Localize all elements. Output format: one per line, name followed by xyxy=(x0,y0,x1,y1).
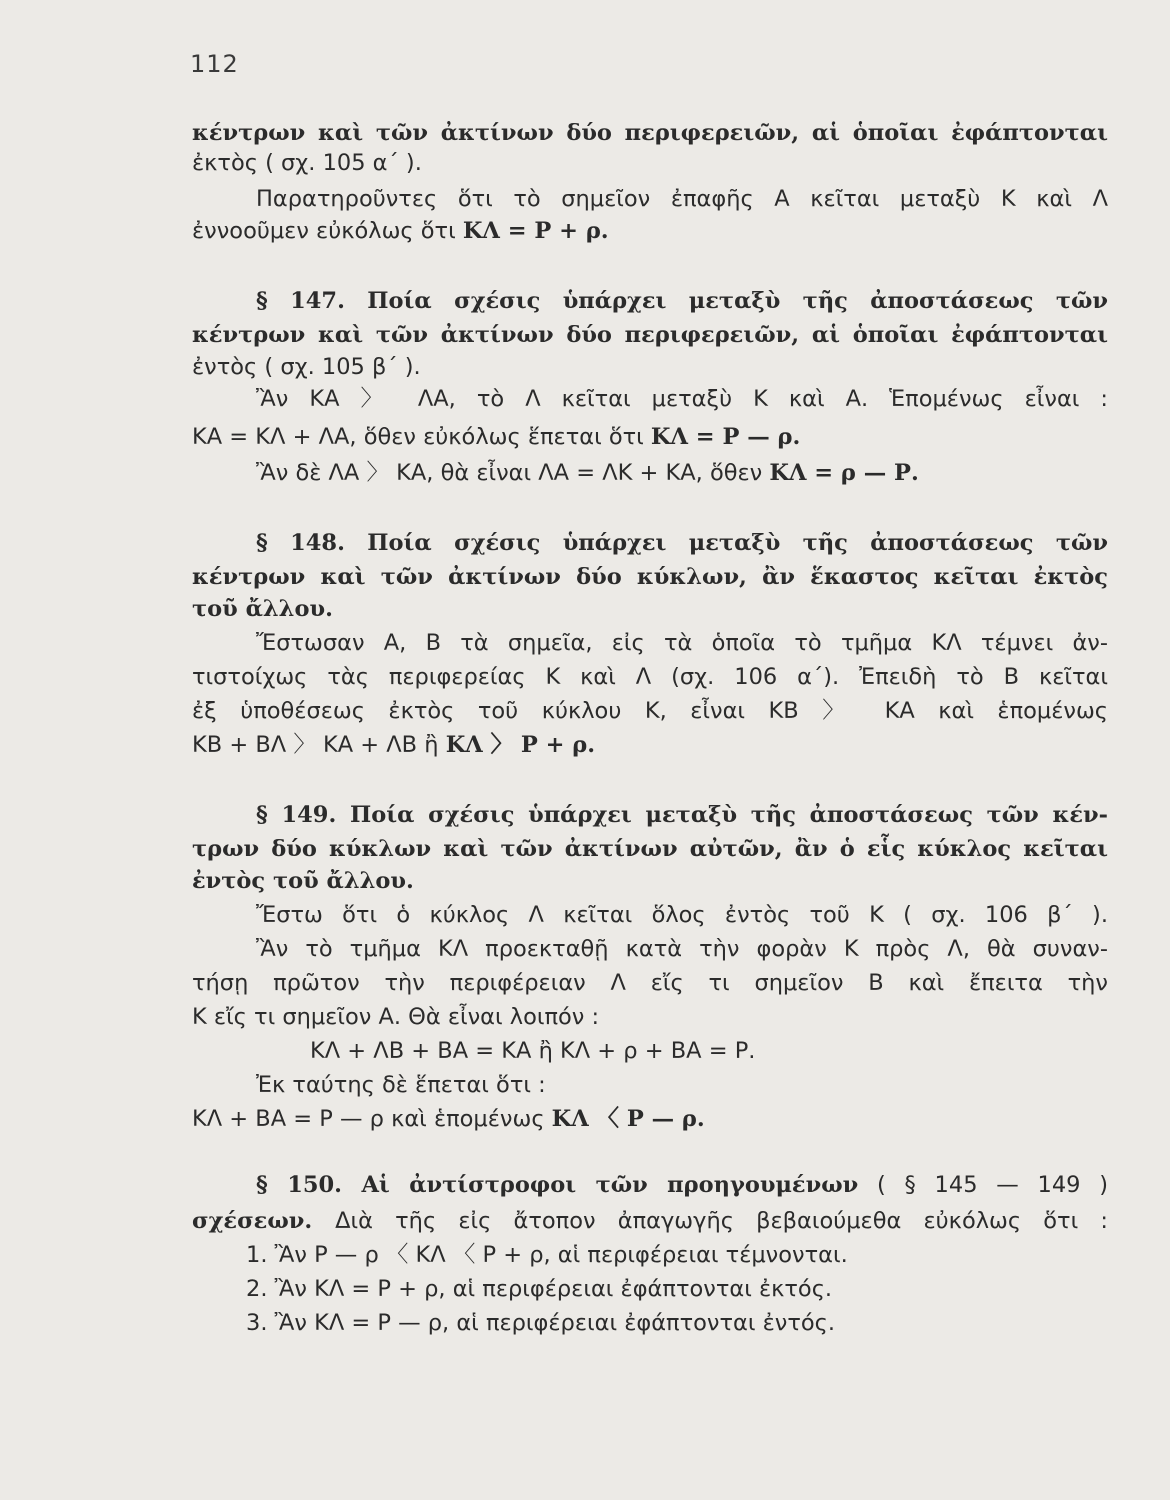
text-line: τρων δύο κύκλων καὶ τῶν ἀκτίνων αὐτῶν, ἂν ὁ εἷς κύκλος κεῖται xyxy=(192,836,1108,862)
text-line: Ἂν ΚΑ 〉 ΛΑ, τὸ Λ κεῖται μεταξὺ Κ καὶ Α. Ἑπομένως εἶναι : xyxy=(256,386,1108,412)
text-span: ( § 145 — 149 ) xyxy=(877,1172,1108,1198)
list-item: 2. Ἂν ΚΛ = Ρ + ρ, αἱ περιφέρειαι ἐφάπτονται ἐκτός. xyxy=(246,1276,833,1302)
text-line: τοῦ ἄλλου. xyxy=(192,596,333,622)
text-line xyxy=(192,216,1108,246)
text-span: σχέσεων. xyxy=(192,1208,336,1234)
formula: ΚΛ 〉 Ρ + ρ. xyxy=(445,732,596,758)
text-line: ἐντὸς ( σχ. 105 β΄ ). xyxy=(192,354,421,380)
formula: ΚΛ = Ρ + ρ. xyxy=(462,218,609,244)
list-item: 1. Ἂν Ρ — ρ 〈 ΚΛ 〈 Ρ + ρ, αἱ περιφέρειαι τέμνονται. xyxy=(246,1242,848,1268)
text-span: ΚΛ + ΒΑ = Ρ — ρ καὶ ἑπομένως xyxy=(192,1106,552,1132)
text-line: τιστοίχως τὰς περιφερείας Κ καὶ Λ (σχ. 106 α΄). Ἐπειδὴ τὸ Β κεῖται xyxy=(192,664,1108,690)
formula: ΚΛ = Ρ — ρ. xyxy=(650,424,801,450)
text-line: Ἔστωσαν Α, Β τὰ σημεῖα, εἰς τὰ ὁποῖα τὸ τμῆμα ΚΛ τέμνει ἀν- xyxy=(256,630,1108,656)
section-148-heading: § 148. Ποία σχέσις ὑπάρχει μεταξὺ τῆς ἀποστάσεως τῶν xyxy=(256,530,1108,556)
text-line: τήσῃ πρῶτον τὴν περιφέρειαν Λ εἴς τι σημεῖον Β καὶ ἔπειτα τὴν xyxy=(192,970,1108,996)
text-line: ἐκτὸς ( σχ. 105 α΄ ). xyxy=(192,150,422,176)
text-line: Ἐκ ταύτης δὲ ἕπεται ὅτι : xyxy=(256,1072,546,1098)
text-line xyxy=(192,1206,1108,1236)
text-line: κέντρων καὶ τῶν ἀκτίνων δύο περιφερειῶν, αἱ ὁποῖαι ἐφάπτονται xyxy=(192,120,1108,146)
text-line: ἐντὸς τοῦ ἄλλου. xyxy=(192,868,414,894)
text-line: Ἔστω ὅτι ὁ κύκλος Λ κεῖται ὅλος ἐντὸς τοῦ Κ ( σχ. 106 β΄ ). xyxy=(256,902,1108,928)
section-149-heading: § 149. Ποία σχέσις ὑπάρχει μεταξὺ τῆς ἀποστάσεως τῶν κέν- xyxy=(256,802,1108,828)
text-line xyxy=(192,1104,1108,1134)
list-item: 3. Ἂν ΚΛ = Ρ — ρ, αἱ περιφέρειαι ἐφάπτονται ἐντός. xyxy=(246,1310,836,1336)
text-line: κέντρων καὶ τῶν ἀκτίνων δύο περιφερειῶν, αἱ ὁποῖαι ἐφάπτονται xyxy=(192,322,1108,348)
page-number: 112 xyxy=(190,50,239,78)
text-line: Ἂν τὸ τμῆμα ΚΛ προεκταθῇ κατὰ τὴν φορὰν Κ πρὸς Λ, θὰ συναν- xyxy=(256,936,1108,962)
text-span: Ἂν δὲ ΛΑ 〉 ΚΑ, θὰ εἶναι ΛΑ = ΛΚ + ΚΑ, ὅθεν xyxy=(256,460,770,486)
text-line xyxy=(192,422,1108,452)
formula: ΚΛ = ρ — Ρ. xyxy=(769,460,919,486)
formula: ΚΛ 〈 Ρ — ρ. xyxy=(551,1106,705,1132)
text-line: κέντρων καὶ τῶν ἀκτίνων δύο κύκλων, ἂν ἕκαστος κεῖται ἐκτὸς xyxy=(192,564,1108,590)
equation-line: ΚΛ + ΛΒ + ΒΑ = ΚΑ ἢ ΚΛ + ρ + ΒΑ = Ρ. xyxy=(310,1038,756,1064)
text-line xyxy=(256,458,1108,488)
text-line xyxy=(192,730,1108,760)
text-span: ἐννοοῦμεν εὐκόλως ὅτι xyxy=(192,218,463,244)
section-147-heading: § 147. Ποία σχέσις ὑπάρχει μεταξὺ τῆς ἀποστάσεως τῶν xyxy=(256,288,1108,314)
text-span: Διὰ τῆς εἰς ἄτοπον ἀπαγωγῆς βεβαιούμεθα εὐκόλως ὅτι : xyxy=(335,1208,1108,1234)
text-span: ΚΒ + ΒΛ 〉 ΚΑ + ΛΒ ἢ xyxy=(192,732,446,758)
text-line: Παρατηροῦντες ὅτι τὸ σημεῖον ἐπαφῆς Α κεῖται μεταξὺ Κ καὶ Λ xyxy=(256,186,1108,212)
text-line: Κ εἴς τι σημεῖον Α. Θὰ εἶναι λοιπόν : xyxy=(192,1004,600,1030)
text-span: ΚΑ = ΚΛ + ΛΑ, ὅθεν εὐκόλως ἕπεται ὅτι xyxy=(192,424,651,450)
text-span: § 150. Αἱ ἀντίστροφοι τῶν προηγουμένων xyxy=(256,1172,859,1198)
text-line: ἐξ ὑποθέσεως ἐκτὸς τοῦ κύκλου Κ, εἶναι ΚΒ 〉 ΚΑ καὶ ἑπομένως xyxy=(192,698,1108,724)
section-150-heading xyxy=(256,1170,1108,1200)
